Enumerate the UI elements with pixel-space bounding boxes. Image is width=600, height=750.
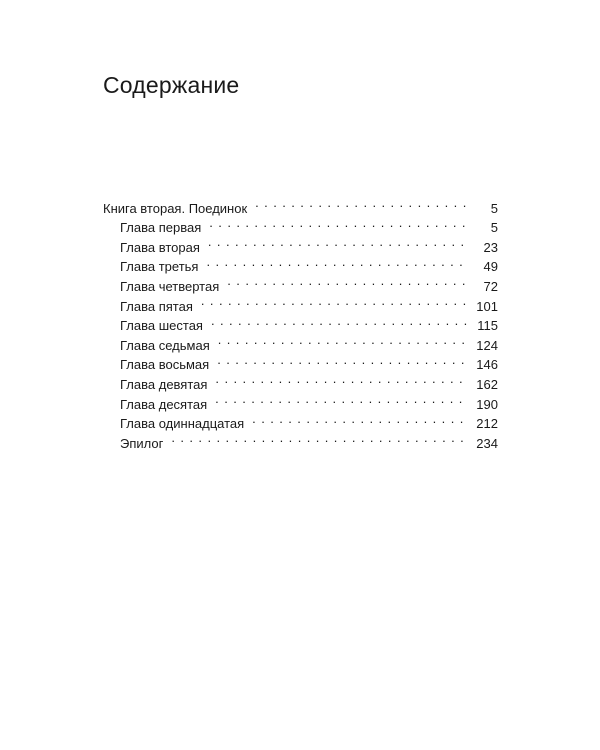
dot-leader xyxy=(215,389,468,409)
toc-entry-label: Книга вторая. Поединок xyxy=(103,200,248,216)
dot-leader xyxy=(218,330,468,350)
toc-entry-label: Глава первая xyxy=(120,220,202,236)
toc-entry-label: Глава четвертая xyxy=(120,278,220,294)
toc-entry-label: Глава десятая xyxy=(120,396,208,412)
toc-entry-page-number: 5 xyxy=(490,200,498,216)
dot-leader xyxy=(211,311,468,331)
toc-entry-page-number: 101 xyxy=(476,298,498,314)
toc-entry-label: Глава пятая xyxy=(120,298,193,314)
toc-entry-label: Глава одиннадцатая xyxy=(120,416,245,432)
dot-leader xyxy=(208,232,468,252)
toc-entry-page-number: 49 xyxy=(483,259,498,275)
toc-entry-page-number: 72 xyxy=(483,278,498,294)
toc-entry-page-number: 190 xyxy=(476,396,498,412)
toc-entry-page-number: 212 xyxy=(476,416,498,432)
toc-entry-page-number: 23 xyxy=(483,239,498,255)
toc-entry-page-number: 162 xyxy=(476,376,498,392)
toc-entry-label: Глава вторая xyxy=(120,239,200,255)
page-title: Содержание xyxy=(103,72,240,98)
dot-leader xyxy=(217,350,468,370)
toc-entry-label: Глава восьмая xyxy=(120,357,210,373)
toc-entry-label: Эпилог xyxy=(120,435,164,451)
dot-leader xyxy=(201,291,468,311)
toc-entry-label: Глава девятая xyxy=(120,376,208,392)
dot-leader xyxy=(252,409,468,429)
toc-entry-page-number: 124 xyxy=(476,337,498,353)
toc-entry-page-number: 146 xyxy=(476,357,498,373)
toc-entry-label: Глава третья xyxy=(120,259,199,275)
toc-entry-label: Глава седьмая xyxy=(120,337,210,353)
toc-entry-book-two[interactable] xyxy=(103,193,498,216)
dot-leader xyxy=(209,213,468,233)
table-of-contents xyxy=(103,193,498,451)
dot-leader xyxy=(171,428,468,448)
dot-leader xyxy=(227,271,468,291)
toc-entry-page-number: 5 xyxy=(490,220,498,236)
dot-leader xyxy=(206,252,468,272)
dot-leader xyxy=(255,193,468,213)
toc-entry-label: Глава шестая xyxy=(120,318,203,334)
toc-entry-page-number: 234 xyxy=(476,435,498,451)
toc-entry-page-number: 115 xyxy=(477,318,498,334)
dot-leader xyxy=(215,369,468,389)
